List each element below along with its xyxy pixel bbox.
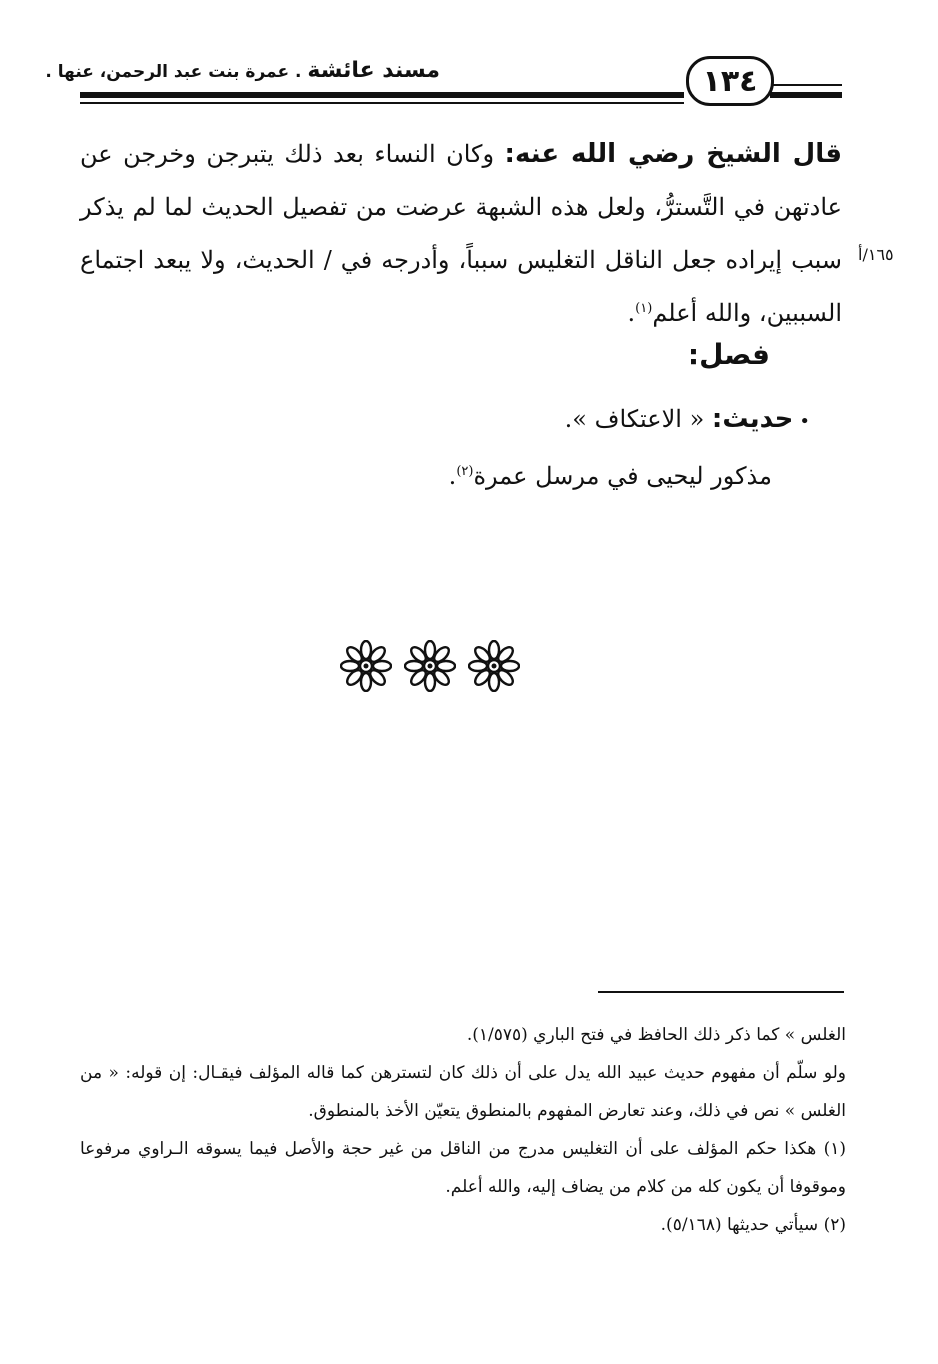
footnote-ref-1: (١)	[635, 301, 653, 316]
footnote-continuation-1: الغلس » كما ذكر ذلك الحافظ في فتح الباري (١/٥٧٥).	[466, 1025, 846, 1045]
hadith-mention	[400, 462, 772, 490]
flower-ornament-icon	[340, 640, 392, 692]
header-rule-thick	[80, 92, 684, 98]
main-paragraph	[80, 128, 842, 340]
running-header-bold: مسند عائشة	[307, 58, 440, 83]
page-number-frame	[686, 56, 774, 106]
bullet-icon: •	[799, 411, 810, 432]
manuscript-folio-note: ١٦٥/أ	[858, 245, 894, 264]
running-header	[45, 58, 440, 83]
header-rule-right-thick	[770, 92, 842, 98]
running-header-rest: . عمرة بنت عبد الرحمن، عنها .	[45, 62, 308, 82]
mention-text: مذكور ليحيى في مرسل عمرة	[473, 462, 772, 490]
footnote-2: (٢) سيأتي حديثها (٥/١٦٨).	[660, 1215, 846, 1235]
flower-ornament-icon	[404, 640, 456, 692]
flower-ornament-icon	[468, 640, 520, 692]
page-number: ١٣٤	[702, 63, 758, 99]
paragraph-lead: قال الشيخ رضي الله عنه:	[504, 139, 843, 169]
paragraph-end: .	[627, 299, 636, 327]
hadith-title: « الاعتكاف ».	[564, 405, 712, 433]
hadith-label: حديث:	[711, 404, 794, 434]
footnote-separator	[598, 991, 844, 993]
footnote-1: (١) هكذا حكم المؤلف على أن التغليس مدرج من الناقل من غير حجة والأصل فيما يسوقه الـراوي مرفوعا وموقوفا أن يكون كله من كلام من يضاف إليه، والله أعلم.	[80, 1139, 846, 1197]
header-rule-thin	[80, 102, 684, 104]
mention-end: .	[448, 462, 457, 490]
footnotes	[80, 1016, 846, 1244]
footnote-continuation-2: ولو سلّم أن مفهوم حديث عبيد الله يدل على أن ذلك كان لتسترهن كما قاله المؤلف فيقـال: إن قوله: « من الغلس » نص في ذلك، وعند تعارض المفهوم بالمنطوق يتعيّن الأخذ بالمنطوق.	[80, 1063, 846, 1121]
footnote-ref-2: (٢)	[456, 464, 474, 479]
header-rule-right-thin	[770, 84, 842, 86]
section-heading: فصل:	[687, 338, 770, 371]
paragraph-text: وكان النساء بعد ذلك يتبرجن وخرجن عن عادتهن في التَّسترُّ، ولعل هذه الشبهة عرضت من تفصيل الحديث لما لم يذكر سبب إيراده جعل الناقل التغليس سبباً، وأدرجه في / الحديث، ولا يبعد اجتماع السببين، والله أعلم	[80, 140, 842, 327]
hadith-entry	[400, 404, 810, 434]
section-end-ornaments	[340, 640, 520, 692]
